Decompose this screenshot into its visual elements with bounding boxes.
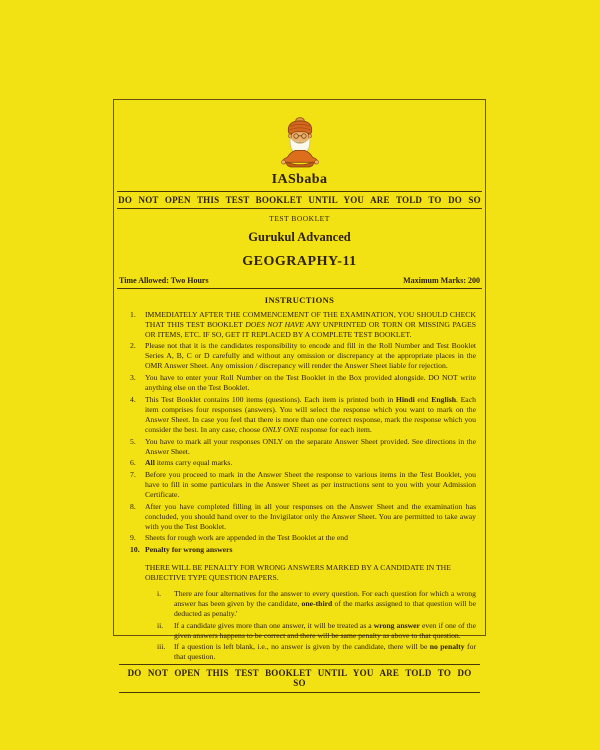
instructions-heading: INSTRUCTIONS bbox=[264, 294, 335, 305]
test-booklet-cover-page bbox=[113, 99, 486, 688]
instruction-item: 7. Before you proceed to mark in the Answer Sheet the response to various items in the Test Booklet, you have to fill in some particulars in the Answer Sheet as per instructions sent to you with your Admission Certificate. bbox=[130, 469, 476, 500]
penalty-subitem: ii. If a candidate gives more than one answer, it will be treated as a wrong answer even if one of the given answers happens to be correct and there will be same penalty as above to that question. bbox=[157, 620, 476, 640]
test-booklet-label: TEST BOOKLET bbox=[269, 213, 330, 223]
penalty-subitems-list bbox=[157, 589, 476, 664]
penalty-subitem: i. There are four alternatives for the answer to every question. For each question for which a wrong answer has been given by the candidate, one-third of the marks assigned to that question will be deducted as penalty.' bbox=[157, 588, 476, 619]
instruction-item: 5. You have to mark all your responses ONLY on the separate Answer Sheet provided. See directions in the Answer Sheet. bbox=[130, 436, 476, 456]
instruction-item: 1. IMMEDIATELY AFTER THE COMMENCEMENT OF THE EXAMINATION, YOU SHOULD CHECK THAT THIS TEST BOOKLET DOES NOT HAVE ANY UNPRINTED OR TORN OR MISSING PAGES OR ITEMS, ETC. IF SO, GET IT REPLACED BY A COMPLETE TEST BOOKLET. bbox=[130, 309, 476, 339]
iasbaba-logo bbox=[114, 115, 485, 169]
baba-mascot-icon bbox=[272, 115, 328, 169]
maximum-marks-label: Maximum Marks: 200 bbox=[403, 275, 480, 285]
brand-name: IASbaba bbox=[271, 172, 328, 187]
subject-title: GEOGRAPHY-11 bbox=[242, 253, 357, 269]
penalty-subitem: iii. If a question is left blank, i.e., no answer is given by the candidate, there will be no penalty for that question. bbox=[157, 642, 477, 662]
time-allowed-label: Time Allowed: Two Hours bbox=[119, 275, 209, 285]
meta-divider-rule bbox=[117, 288, 482, 289]
exam-meta-row bbox=[119, 276, 480, 285]
do-not-open-notice-bottom: DO NOT OPEN THIS TEST BOOKLET UNTIL YOU ARE TOLD TO DO SO bbox=[119, 664, 480, 693]
instructions-list bbox=[130, 310, 476, 557]
instruction-item: 10. Penalty for wrong answers bbox=[130, 545, 233, 555]
instruction-item: 2. Please not that it is the candidates responsibility to encode and fill in the Roll Number and Test Booklet Series A, B, C or D carefully and without any omission or discrepancy at the appropriate places in the OMR Answer Sheet. Any omission / discrepancy will render the Answer Sheet liable for rejection. bbox=[130, 341, 476, 371]
penalty-intro-paragraph: THERE WILL BE PENALTY FOR WRONG ANSWERS MARKED BY A CANDIDATE IN THE OBJECTIVE TYPE QUESTION PAPERS. bbox=[145, 562, 451, 582]
instruction-item: 4. This Test Booklet contains 100 items (questions). Each item is printed both in Hindi end English. Each item comprises four responses (answers). You will select the response which you want to mark on the Answer Sheet. In case you feel that there is more than one correct response, mark the response which you consider the best. In any case, choose ONLY ONE response for each item. bbox=[130, 394, 476, 435]
instruction-item: 3. You have to enter your Roll Number on the Test Booklet in the Box provided alongside. DO NOT write anything else on the Test Booklet. bbox=[130, 373, 476, 393]
instruction-item: 9. Sheets for rough work are appended in the Test Booklet at the end bbox=[130, 533, 348, 543]
instruction-item: 8. After you have completed filling in all your responses on the Answer Sheet and the examination has concluded, you should hand over to the Invigilator only the Answer Sheet. You are permitted to take away with you the Test Booklet. bbox=[130, 501, 476, 531]
instruction-item: 6. All items carry equal marks. bbox=[130, 458, 233, 468]
do-not-open-notice-top: DO NOT OPEN THIS TEST BOOKLET UNTIL YOU ARE TOLD TO DO SO bbox=[117, 191, 482, 209]
series-title: Gurukul Advanced bbox=[248, 229, 351, 244]
